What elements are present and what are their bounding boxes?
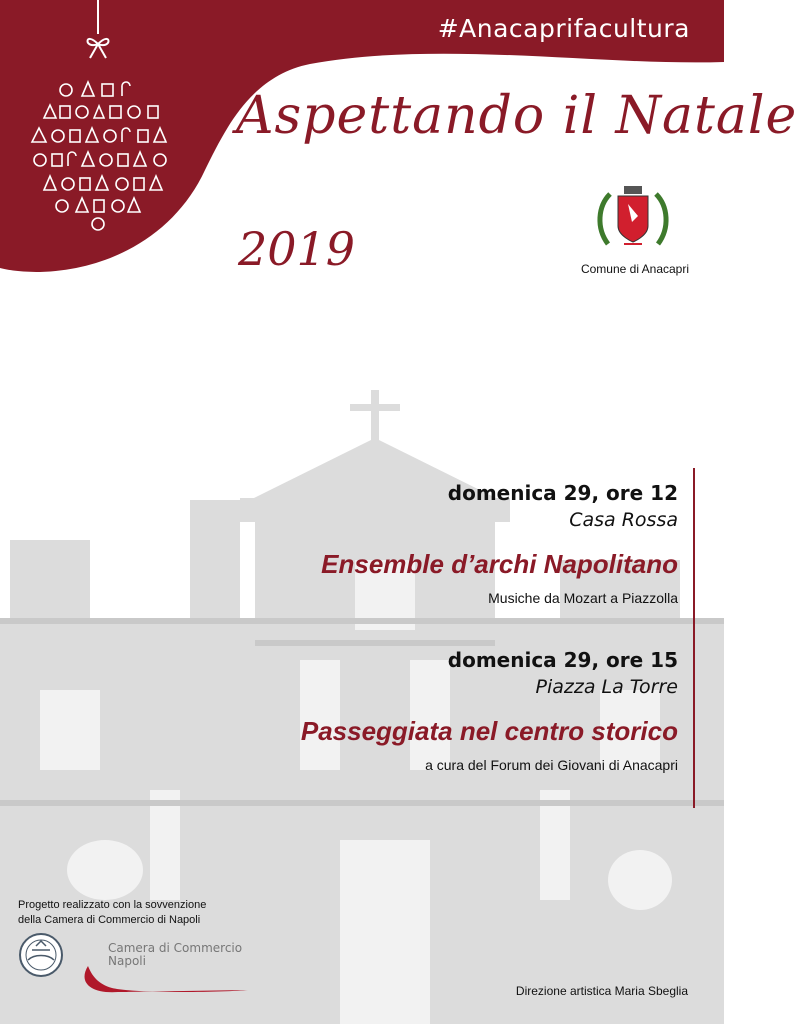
event-item xyxy=(158,647,678,776)
event-place: Piazza La Torre xyxy=(535,676,678,698)
chamber-seal-icon xyxy=(18,932,64,978)
event-title: Ensemble d’archi Napolitano xyxy=(321,549,678,579)
hashtag-text: #Anacaprifacultura xyxy=(437,14,690,43)
artistic-direction-credit: Direzione artistica Maria Sbeglia xyxy=(515,984,688,998)
sponsor-note xyxy=(18,898,248,928)
year-label: 2019 xyxy=(238,222,356,276)
comune-label: Comune di Anacapri xyxy=(580,262,690,276)
event-place: Casa Rossa xyxy=(569,509,678,531)
event-item xyxy=(158,480,678,609)
events-divider-line xyxy=(693,468,695,808)
event-description: a cura del Forum dei Giovani di Anacapri xyxy=(425,757,678,773)
sponsor-line: Progetto realizzato con la sovvenzione xyxy=(18,899,207,911)
event-description: Musiche da Mozart a Piazzolla xyxy=(488,590,678,606)
camera-swoosh-icon xyxy=(78,962,253,996)
events-list xyxy=(158,480,678,814)
main-title: Aspettando il Natale xyxy=(236,86,797,146)
camera-line: Napoli xyxy=(108,954,146,968)
camera-line: Camera di Commercio xyxy=(108,941,243,955)
christmas-bauble-icon xyxy=(14,0,184,232)
event-date: domenica 29, ore 15 xyxy=(447,648,678,672)
sponsor-line: della Camera di Commercio di Napoli xyxy=(18,914,201,926)
event-title: Passeggiata nel centro storico xyxy=(300,716,678,746)
event-date: domenica 29, ore 12 xyxy=(447,481,678,505)
coat-of-arms-icon xyxy=(598,186,668,252)
